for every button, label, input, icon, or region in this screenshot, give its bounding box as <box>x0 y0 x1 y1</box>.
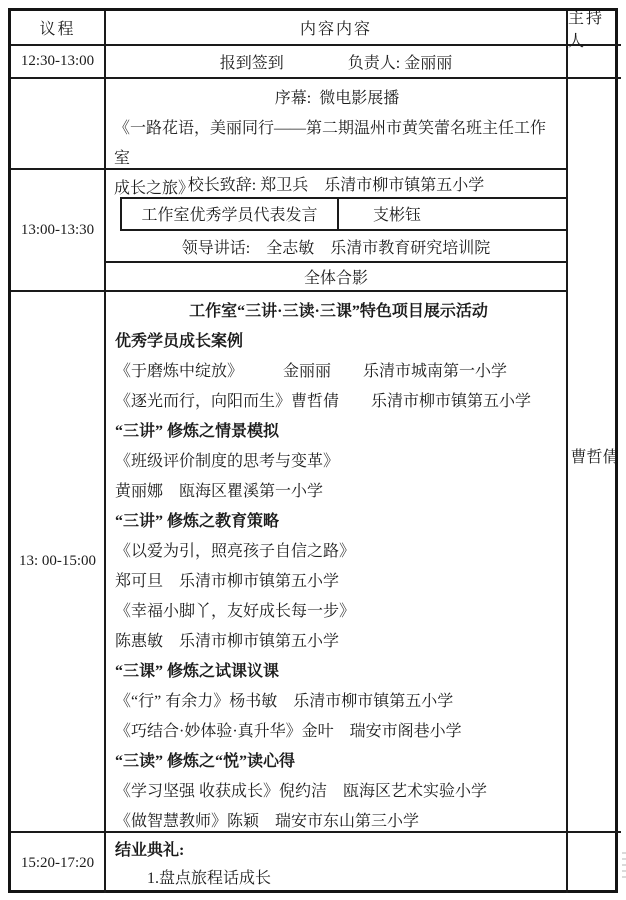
showcase-heading-strategy: “三讲” 修炼之教育策略 <box>115 513 280 530</box>
showcase-case-line: 《巧结合·妙体验·真升华》金叶 瑞安市阁巷小学 <box>115 723 462 740</box>
showcase-case-line: 《以爱为引，照亮孩子自信之路》 <box>115 543 356 560</box>
opening-time: 13:00-13:30 <box>20 221 95 238</box>
host-name: 曹哲倩 <box>570 448 619 466</box>
showcase-case-line: 陈惠敏 乐清市柳市镇第五小学 <box>115 633 340 650</box>
opening-principal-speech: 校长致辞: 郑卫兵 乐清市柳市镇第五小学 <box>187 176 485 194</box>
closing-time: 15:20-17:20 <box>20 854 95 871</box>
opening-rep-speech-name: 支彬钰 <box>373 207 422 225</box>
registration-time: 12:30-13:00 <box>20 53 95 69</box>
host-cell-merged <box>568 79 621 833</box>
header-host-label: 主持人 <box>568 9 605 50</box>
prologue-title: 序幕: 微电影展播 <box>274 90 400 107</box>
opening-group-photo: 全体合影 <box>303 270 368 288</box>
closing-item-1: 1.盘点旅程话成长 <box>147 870 272 887</box>
showcase-case-line: 《于磨炼中绽放》 金丽丽 乐清市城南第一小学 <box>115 363 508 380</box>
registration-text: 报到签到 负责人: 金丽丽 <box>219 55 453 72</box>
showcase-title: 工作室“三讲·三读·三课”特色项目展示活动 <box>189 303 488 320</box>
content-cell-registration <box>106 46 568 79</box>
schedule-table <box>8 8 618 893</box>
showcase-case-line: 《“行” 有余力》杨书敏 乐清市柳市镇第五小学 <box>115 693 454 710</box>
header-content-label: 内容内容 <box>299 21 372 38</box>
time-cell-registration <box>11 46 106 79</box>
showcase-time: 13: 00-15:00 <box>18 553 97 569</box>
time-cell-closing <box>11 833 106 893</box>
opening-rep-speech-label: 工作室优秀学员代表发言 <box>122 199 339 229</box>
header-cell-content <box>106 11 568 46</box>
showcase-case-line: 《逐光而行，向阳而生》曹哲倩 乐清市柳市镇第五小学 <box>115 393 532 410</box>
host-cell-closing-empty <box>568 833 621 893</box>
showcase-heading-reading: “三读” 修炼之“悦”读心得 <box>115 753 296 770</box>
showcase-case-line: 郑可旦 乐清市柳市镇第五小学 <box>115 573 340 590</box>
showcase-heading-cases: 优秀学员成长案例 <box>115 333 244 350</box>
time-cell-opening <box>11 170 106 292</box>
prologue-film-title-line2: 成长之旅》 <box>114 180 195 197</box>
showcase-case-line: 《幸福小脚丫，友好成长每一步》 <box>115 603 356 620</box>
scan-artifact <box>622 852 626 878</box>
showcase-case-line: 《学习坚强 收获成长》倪约洁 瓯海区艺术实验小学 <box>115 783 488 800</box>
time-cell-showcase <box>11 292 106 833</box>
opening-rep-speech-box <box>120 197 566 231</box>
showcase-case-line: 《做智慧教师》陈颖 瑞安市东山第三小学 <box>115 813 420 830</box>
time-cell-prologue-empty <box>11 79 106 170</box>
content-cell-showcase <box>106 292 568 833</box>
header-cell-host <box>568 9 621 50</box>
opening-leader-speech: 领导讲话: 全志敏 乐清市教育研究培训院 <box>106 231 566 263</box>
showcase-case-line: 《班级评价制度的思考与变革》 <box>115 453 340 470</box>
host-cell-registration-empty <box>568 46 621 79</box>
header-cell-agenda <box>11 11 106 46</box>
showcase-case-line: 黄丽娜 瓯海区瞿溪第一小学 <box>115 483 324 500</box>
header-agenda-label: 议程 <box>39 21 76 38</box>
closing-title: 结业典礼: <box>115 842 185 859</box>
showcase-heading-lessons: “三课” 修炼之试课议课 <box>115 663 280 680</box>
content-cell-closing <box>106 833 568 893</box>
prologue-film-title-line1: 《一路花语，美丽同行——第二期温州市黄笑蕾名班主任工作室 <box>114 120 547 167</box>
showcase-heading-scenario: “三讲” 修炼之情景模拟 <box>115 423 280 440</box>
content-cell-opening <box>106 170 568 292</box>
